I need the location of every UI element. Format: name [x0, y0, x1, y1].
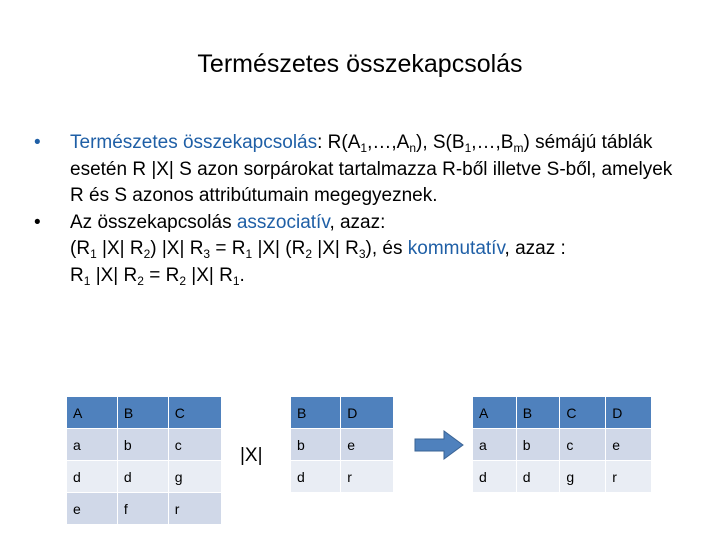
term-commutative: kommutatív	[407, 238, 505, 259]
table-cell: c	[168, 429, 221, 461]
table-header-row	[67, 397, 222, 429]
subscript: n	[409, 141, 416, 155]
table-header-cell: C	[168, 397, 221, 429]
table-row	[473, 461, 652, 493]
table-row	[67, 429, 222, 461]
table-cell: d	[473, 461, 517, 493]
table-s	[290, 396, 394, 493]
bullet-properties	[34, 210, 684, 290]
table-header-cell: B	[291, 397, 341, 429]
table-header-cell: B	[117, 397, 168, 429]
table-header-cell: D	[341, 397, 394, 429]
table-row	[67, 461, 222, 493]
table-cell: b	[117, 429, 168, 461]
table-header-cell: A	[473, 397, 517, 429]
table-cell: d	[291, 461, 341, 493]
subscript: 1	[360, 141, 368, 155]
table-r	[66, 396, 222, 525]
table-cell: r	[606, 461, 652, 493]
subscript: m	[513, 141, 524, 155]
bullet-dot: •	[34, 211, 41, 233]
table-result	[472, 396, 652, 493]
table-header-cell: D	[606, 397, 652, 429]
table-cell: g	[560, 461, 606, 493]
bullet-list	[34, 130, 684, 289]
table-row	[473, 429, 652, 461]
associativity-formula: ($R_1$ |X| $R_2$) |X| $R_3 = R_1$ |X| ($R_2$ |X| $R_3$), és	[70, 238, 408, 261]
table-header-cell: B	[516, 397, 560, 429]
table-cell: g	[168, 461, 221, 493]
table-row	[67, 493, 222, 525]
table-cell: r	[341, 461, 394, 493]
slide-title: Természetes összekapcsolás	[197, 50, 523, 78]
table-row	[291, 429, 394, 461]
text: : R(A	[317, 132, 361, 153]
table-cell: f	[117, 493, 168, 525]
table-cell: c	[560, 429, 606, 461]
table-cell: e	[67, 493, 118, 525]
table-cell: b	[516, 429, 560, 461]
table-cell: e	[341, 429, 394, 461]
table-header-row	[473, 397, 652, 429]
table-row	[291, 461, 394, 493]
table-cell: r	[168, 493, 221, 525]
table-cell: d	[516, 461, 560, 493]
text: Az összekapcsolás	[70, 211, 237, 233]
text: ), S(B	[416, 132, 465, 153]
table-cell: d	[67, 461, 118, 493]
right-arrow-icon	[414, 430, 464, 465]
bullet-natural-join	[34, 130, 684, 210]
table-cell: a	[67, 429, 118, 461]
text: , azaz :	[504, 238, 566, 259]
text: ,…,A	[367, 132, 410, 153]
table-cell: b	[291, 429, 341, 461]
table-cell: d	[117, 461, 168, 493]
commutativity-formula: $R_1$ |X| $R_2 = R_2$ |X| $R_1$.	[70, 264, 245, 288]
term-associative: asszociatív	[236, 211, 330, 233]
table-cell: a	[473, 429, 517, 461]
subscript: 1	[464, 141, 472, 155]
text: ) sémájú táblák esetén R |X| S azon sorpárokat tartalmazza R-ből illetve S-ből, amelyek R és S azonos attribútumain megegyeznek.	[70, 132, 673, 206]
term-natural-join: Természetes összekapcsolás	[70, 132, 318, 153]
table-header-cell: C	[560, 397, 606, 429]
table-header-row	[291, 397, 394, 429]
bullet-dot: •	[34, 132, 41, 153]
table-header-cell: A	[67, 397, 118, 429]
table-cell: e	[606, 429, 652, 461]
text: , azaz:	[329, 211, 386, 233]
text: ,…,B	[471, 132, 514, 153]
join-operator: |X|	[240, 445, 263, 466]
